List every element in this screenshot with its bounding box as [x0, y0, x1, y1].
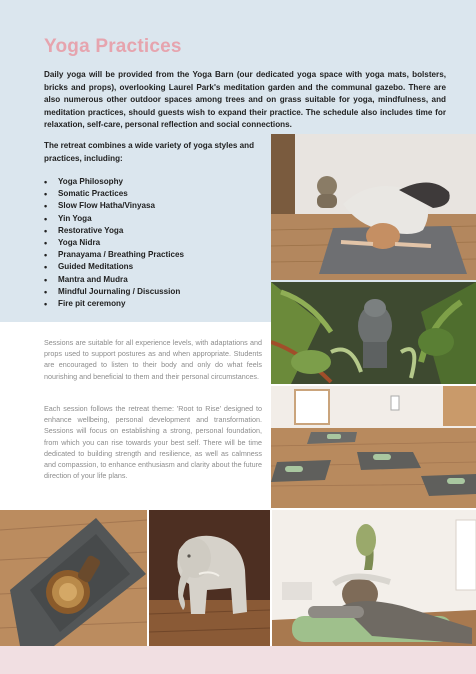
- yoga-pose-photo: [271, 134, 476, 280]
- intro-paragraph: Daily yoga will be provided from the Yoga Barn (our dedicated yoga space with yoga mats, bolsters, bricks and props), overlooking Laurel Park's meditation garden and the communal gazebo. There are also numerous other outdoor spaces among trees and on grass suitable for yoga, mindfulness, and meditation practices, should guests wish to expand their practice. The schedule also includes time for relaxation, self-care, personal reflection and social connections.: [44, 70, 446, 129]
- theme-paragraph: Each session follows the retreat theme: 'Root to Rise' designed to enhance wellbeing, personal development and transformation. Sessions will focus on establishing a strong, personal foundation, from which you can rise towards your best self. There will be time dedicated to building strength and resilience, as well as calmness and compassion, to enhance enthusiasm and clarity about the future direction of your life plans.: [44, 404, 262, 481]
- bottom-background-band: [0, 646, 476, 674]
- page-title: Yoga Practices: [44, 36, 182, 57]
- list-item: • Yin Yoga: [44, 213, 184, 225]
- list-item: • Fire pit ceremony: [44, 298, 184, 310]
- list-item: • Mindful Journaling / Discussion: [44, 286, 184, 298]
- list-item: • Mantra and Mudra: [44, 274, 184, 286]
- list-item: • Yoga Nidra: [44, 237, 184, 249]
- elephant-statue-photo: [149, 510, 270, 646]
- singing-bowl-photo: [0, 510, 147, 646]
- list-item: • Restorative Yoga: [44, 225, 184, 237]
- list-item: • Pranayama / Breathing Practices: [44, 249, 184, 261]
- sessions-paragraph: Sessions are suitable for all experience levels, with adaptations and props used to support postures as and when appropriate. Students are encouraged to listen to their body and only do what feels nourishing and beneficial to them and their personal circumstances.: [44, 338, 262, 381]
- list-item: • Slow Flow Hatha/Vinyasa: [44, 200, 184, 212]
- garden-buddha-photo: [271, 282, 476, 384]
- practices-list: [44, 176, 184, 310]
- list-item: • Guided Meditations: [44, 261, 184, 273]
- studio-room-photo: [271, 386, 476, 508]
- reclining-pose-photo: [272, 510, 476, 646]
- list-item: • Somatic Practices: [44, 188, 184, 200]
- practices-lead-text: The retreat combines a wide variety of yoga styles and practices, including:: [44, 141, 255, 163]
- list-item: • Yoga Philosophy: [44, 176, 184, 188]
